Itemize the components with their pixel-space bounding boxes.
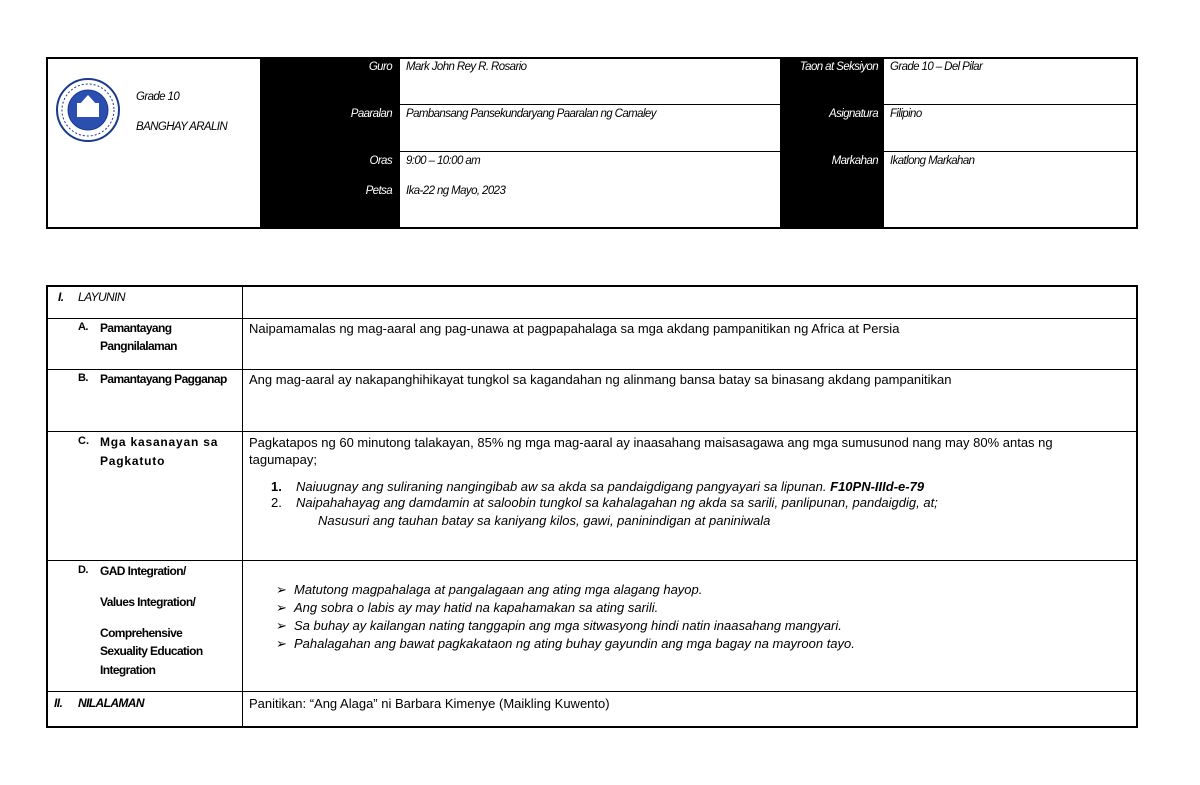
petsa-value: Ika-22 ng Mayo, 2023 <box>406 185 506 197</box>
competency-code: F10PN-IIId-e-79 <box>830 479 925 494</box>
nilalaman-num: II. <box>54 696 63 710</box>
row-d-label-5: Integration <box>100 663 156 677</box>
grade-label: Grade 10 <box>136 91 180 103</box>
row-d-letter: D. <box>78 564 88 576</box>
objective-1-num: 1. <box>271 479 282 494</box>
asignatura-label: Asignatura <box>829 108 878 120</box>
row-d-label-3: Comprehensive <box>100 626 183 640</box>
row-b-label: Pamantayang Pagganap <box>100 372 227 386</box>
row-c-text-1: Pagkatapos ng 60 minutong talakayan, 85% ng mga mag-aaral ay inaasahang maisasagawa ang mga sumusunod nang may 80% antas ng <box>249 435 1053 450</box>
markahan-label: Markahan <box>831 155 878 167</box>
guro-label: Guro <box>368 61 392 73</box>
row-c-label-1: Mga kasanayan sa <box>100 435 219 449</box>
logo-cell <box>48 59 260 227</box>
objective-1: Naiuugnay ang suliraning nangingibab aw sa akda sa pandaigdigang pangyayari sa lipunan. F10PN-IIId-e-79 <box>296 479 925 494</box>
label-column-left <box>260 59 400 227</box>
objective-2-num: 2. <box>271 495 282 510</box>
arrow-bullet-icon: ➢ <box>276 636 287 651</box>
row-b-letter: B. <box>78 372 88 384</box>
nilalaman-text: Panitikan: “Ang Alaga” ni Barbara Kimenye (Maikling Kuwento) <box>249 696 610 711</box>
row-a-label-2: Pangnilalaman <box>100 339 177 353</box>
values-bullet: ➢ Matutong magpahalaga at pangalagaan ang ating mga alagang hayop. <box>276 582 703 597</box>
markahan-value: Ikatlong Markahan <box>890 155 975 167</box>
paaralan-label: Paaralan <box>350 108 392 120</box>
layunin-heading: LAYUNIN <box>78 290 125 304</box>
doc-type: BANGHAY ARALIN <box>136 121 228 133</box>
row-b-text: Ang mag-aaral ay nakapanghihikayat tungkol sa kagandahan ng alinmang bansa batay sa binasang akdang pampanitikan <box>249 372 952 387</box>
petsa-label: Petsa <box>365 185 392 197</box>
paaralan-value: Pambansang Pansekundaryang Paaralan ng Camaley <box>406 108 656 120</box>
lesson-plan-table <box>46 285 1138 728</box>
oras-label: Oras <box>369 155 392 167</box>
nilalaman-heading: NILALAMAN <box>78 696 144 710</box>
row-a-text: Naipamamalas ng mag-aaral ang pag-unawa at pagpapahalaga sa mga akdang pampanitikan ng Africa at Persia <box>249 321 900 336</box>
header-table <box>46 57 1138 229</box>
row-c-text-2: tagumapay; <box>249 452 317 467</box>
arrow-bullet-icon: ➢ <box>276 600 287 615</box>
values-bullet: ➢ Ang sobra o labis ay may hatid na kapahamakan sa ating sarili. <box>276 600 659 615</box>
arrow-bullet-icon: ➢ <box>276 582 287 597</box>
values-bullet: ➢ Sa buhay ay kailangan nating tanggapin ang mga sitwasyong hindi natin inaasahang mangyari. <box>276 618 842 633</box>
row-c-label-2: Pagkatuto <box>100 454 166 468</box>
taon-label: Taon at Seksiyon <box>799 61 878 73</box>
taon-value: Grade 10 – Del Pilar <box>890 61 983 73</box>
layunin-num: I. <box>58 290 64 304</box>
row-d-label-4: Sexuality Education <box>100 644 203 658</box>
arrow-bullet-icon: ➢ <box>276 618 287 633</box>
objective-2: Naipahahayag ang damdamin at saloobin tungkol sa kahalagahan ng akda sa sarili, panlipunan, pandaigdig, at; <box>296 495 938 510</box>
row-c-letter: C. <box>78 435 89 447</box>
oras-value: 9:00 – 10:00 am <box>406 155 481 167</box>
asignatura-value: Filipino <box>890 108 922 120</box>
objective-3: Nasusuri ang tauhan batay sa kaniyang kilos, gawi, paninindigan at paniniwala <box>318 513 771 528</box>
deped-seal-icon <box>55 77 121 143</box>
row-d-label-2: Values Integration/ <box>100 595 196 609</box>
label-column-right <box>780 59 884 227</box>
row-a-label-1: Pamantayang <box>100 321 172 335</box>
row-d-label-1: GAD Integration/ <box>100 564 186 578</box>
values-bullet: ➢ Pahalagahan ang bawat pagkakataon ng ating buhay gayundin ang mga bagay na mayroon tayo. <box>276 636 855 651</box>
guro-value: Mark John Rey R. Rosario <box>406 61 527 73</box>
row-a-letter: A. <box>78 321 88 333</box>
